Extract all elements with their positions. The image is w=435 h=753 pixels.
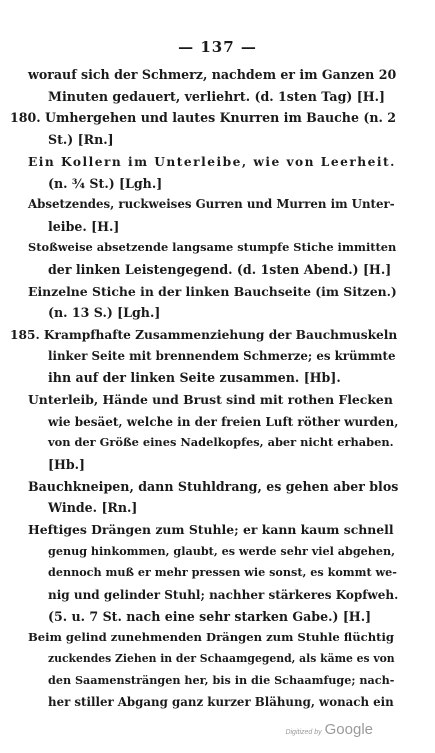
text-line: Absetzendes, ruckweises Gurren und Murren im Unter-	[28, 197, 395, 211]
text-line: Einzelne Stiche in der linken Bauchseite (im Sitzen.)	[28, 284, 397, 299]
text-line: Beim gelind zunehmenden Drängen zum Stuhle flüchtig	[28, 630, 395, 644]
text-line: Ein Kollern im Unterleibe, wie von Leerheit.	[28, 155, 396, 169]
text-line: Unterleib, Hände und Brust sind mit rothen Flecken	[28, 392, 393, 407]
text-line: genug hinkommen, glaubt, es werde sehr viel abgehen,	[48, 544, 396, 558]
text-line: Bauchkneipen, dann Stuhldrang, es gehen aber blos	[28, 479, 399, 494]
text-line: zuckendes Ziehen in der Schaamgegend, als käme es von	[48, 652, 395, 665]
text-line: dennoch muß er mehr pressen wie sonst, es kommt we-	[48, 565, 397, 579]
text-line: nig und gelinder Stuhl; nachher stärkeres Kopfweh.	[48, 588, 399, 602]
text-line: Stoßweise absetzende langsame stumpfe Stiche immitten	[28, 240, 397, 254]
text-line: St.) [Rn.]	[48, 132, 114, 147]
text-line: Heftiges Drängen zum Stuhle; er kann kaum schnell	[28, 522, 394, 537]
text-line: der linken Leistengegend. (d. 1sten Abend.) [H.]	[48, 262, 392, 277]
text-line: (5. u. 7 St. nach eine sehr starken Gabe.) [H.]	[48, 609, 372, 624]
text-line: leibe. [H.]	[48, 219, 120, 234]
text-line: linker Seite mit brennendem Schmerze; es krümmte	[48, 349, 396, 363]
text-line: Winde. [Rn.]	[48, 500, 138, 515]
text-line: von der Größe eines Nadelkopfes, aber nicht erhaben.	[48, 435, 394, 449]
page-number: — 137 —	[178, 38, 257, 56]
text-line: den Saamensträngen her, bis in die Schaamfuge; nach-	[48, 673, 395, 687]
text-line: (n. 13 S.) [Lgh.]	[48, 305, 161, 320]
text-line: wie besäet, welche in der freien Luft röther wurden,	[48, 415, 399, 429]
text-line: ihn auf der linken Seite zusammen. [Hb].	[48, 370, 341, 385]
google-logo: Google	[324, 721, 373, 738]
text-line: (n. ¾ St.) [Lgh.]	[48, 176, 163, 191]
text-line: 185. Krampfhafte Zusammenziehung der Bauchmuskeln	[10, 328, 398, 342]
text-line: Minuten gedauert, verliehrt. (d. 1sten Tag) [H.]	[48, 89, 385, 104]
watermark-prefix: Digitized by	[285, 729, 322, 736]
text-line: 180. Umhergehen und lautes Knurren im Bauche (n. 2	[10, 110, 397, 125]
text-line: worauf sich der Schmerz, nachdem er im Ganzen 20	[28, 67, 397, 82]
text-line: her stiller Abgang ganz kurzer Blähung, wonach ein	[48, 695, 394, 709]
digitization-watermark	[285, 721, 373, 739]
text-line: [Hb.]	[48, 457, 86, 472]
